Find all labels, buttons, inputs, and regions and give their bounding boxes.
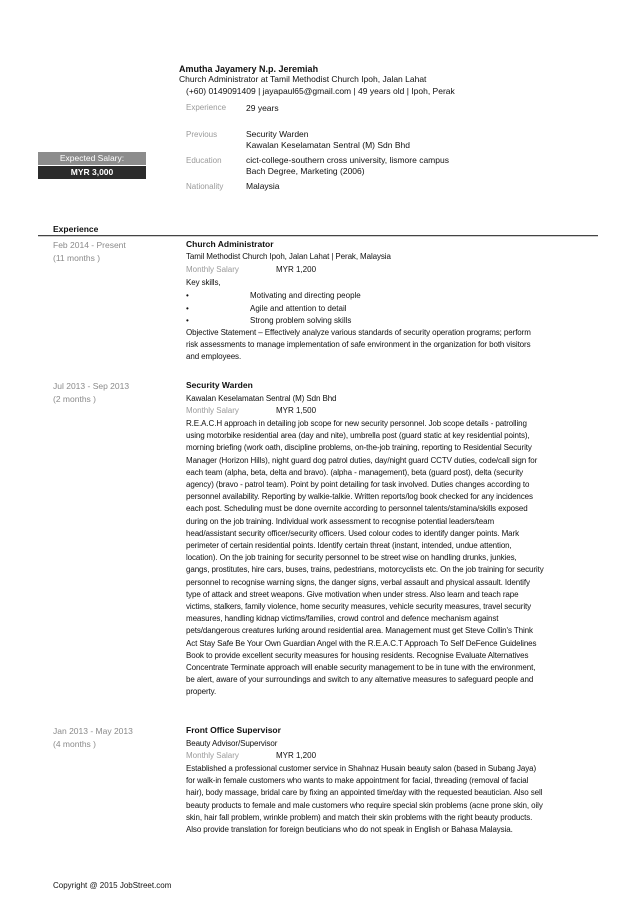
job-3-duration: (4 months ) (53, 739, 96, 749)
job-2-description-line: during on the job training. Individual work assessment to recognise potential leaders/team (186, 516, 495, 526)
job-1-skill-item (186, 303, 347, 315)
summary-label-nationality: Nationality (186, 182, 224, 191)
job-2-description-line: head/assistant security officer/security officers. Used colour codes to identify danger points. Mark (186, 528, 519, 538)
job-1-description-line: risk assessments to manage implementation of safe environment in the organization for both visitors (186, 340, 531, 349)
job-2-description-line: agency) (bravo - patrol team). Point by point detailing for task involved. Duties changes according to (186, 480, 530, 490)
job-2-company: Kawalan Keselamatan Sentral (M) Sdn Bhd (186, 394, 337, 403)
job-1-date: Feb 2014 - Present (53, 240, 126, 250)
job-2-description-line: R.E.A.C.H approach in detailing job scope for new security personnel. Job scope details - patrolling (186, 419, 527, 428)
job-2-description-line: victims, stalkers, family violence, home security measures, vehicle security measures, travel security (186, 602, 532, 612)
job-3-description-line: hair), body massage, bridal care by fixing an appointed time/day with the requested beautician. Also sell (186, 788, 543, 798)
job-3-description (186, 763, 571, 836)
job-1-skill-item (186, 290, 361, 302)
job-3-date: Jan 2013 - May 2013 (53, 726, 133, 736)
job-2-description-line: be alert, aware of your surroundings and switch to any alternative measures to safeguard people and (186, 675, 534, 685)
job-3-description-line: Established a professional customer service in Shahnaz Husain beauty salon (based in Subang Jaya) (186, 764, 537, 773)
job-1-description-line: Objective Statement – Effectively analyze various standards of security operation programs; perform (186, 328, 531, 337)
job-2-description-line: using motorbike residential area (day and nite), umbrella post (guard static at key residential points), (186, 431, 530, 441)
summary-value-education-degree: Bach Degree, Marketing (2006) (246, 166, 365, 176)
job-3-role: Front Office Supervisor (186, 725, 281, 735)
expected-salary-label: Expected Salary: (38, 152, 146, 165)
job-3-company: Beauty Advisor/Supervisor (186, 739, 278, 748)
job-2-description-line: each post. Scheduling must be done overnite according to personnel talents/stamina/skills exposed (186, 504, 528, 514)
summary-label-education: Education (186, 156, 222, 165)
summary-value-nationality: Malaysia (246, 181, 280, 191)
job-1-skill-text: Agile and attention to detail (250, 304, 347, 313)
bullet-mark: • (186, 291, 189, 300)
job-2-description-line: pets/dangerous creatures lurking around residential area. Management must get Steve Collin's Think (186, 626, 533, 636)
job-3-salary-value: MYR 1,200 (276, 751, 317, 760)
section-divider-shadow (38, 236, 598, 237)
job-2-description-line: gangs, prostitutes, hire cars, buses, trains, pedestrians, motorcyclists etc. On the job training for security (186, 565, 544, 575)
job-2-salary-row (186, 406, 316, 415)
job-2-description-line: personnel to recognise warning signs, the danger signs, verbal assault and physical assault. Identify (186, 577, 530, 587)
job-2-salary-value: MYR 1,500 (276, 406, 317, 415)
bullet-mark: • (186, 304, 189, 313)
job-3-salary-row (186, 751, 316, 760)
job-2-description-line: Act Stay Safe Be Your Own Guardian Angel with the R.E.A.C.T Approach To Self DeFence Guidelines (186, 638, 537, 648)
expected-salary-value: MYR 3,000 (38, 166, 146, 179)
job-3-description-line: beauty products to female and male customers who require special skin problems (acne prone skin, oily (186, 800, 543, 810)
job-2-description-line: measures, handling kidnap victims/families, crowd control and defence mechanism against (186, 614, 499, 624)
job-2-description-line: location). On the job training for security personnel to be street wise on handling drunks, junkies, (186, 553, 517, 563)
job-2-date: Jul 2013 - Sep 2013 (53, 381, 130, 391)
job-3-description-line: Also provide translation for foreign beuticians who do not speak in English or Bahasa Malaysia. (186, 825, 513, 835)
summary-label-previous: Previous (186, 130, 218, 139)
job-2-description-line: personnel availability. Reporting by walkie-talkie. Written reports/log book checked for any incidences (186, 492, 533, 502)
job-2-description-line: Concentrate Terminate approach will enable security management to be in tune with the environment, (186, 663, 536, 673)
job-2-description (186, 418, 571, 699)
section-title-experience: Experience (53, 224, 99, 234)
job-1-salary-label: Monthly Salary (186, 265, 239, 274)
job-1-skill-item (186, 315, 351, 327)
job-1-salary-value: MYR 1,200 (276, 265, 317, 274)
job-1-skills-heading: Key skills, (186, 278, 221, 287)
job-2-description-line: Manager (Horizon Hills), night guard dog patrol duties, day/night guard CCTV duties, code/call sign for (186, 455, 538, 465)
contact-line: (+60) 0149091409 | jayapaul65@gmail.com | 49 years old | Ipoh, Perak (186, 86, 455, 96)
summary-value-previous-role: Security Warden (246, 129, 309, 139)
job-2-description-line: perimeter of certain residential points. Identify certain threat (instant, intended, undue attention, (186, 541, 512, 551)
job-2-description-line: property. (186, 687, 217, 697)
job-2-description-line: each team (alpha, beta, delta and bravo). (alpha - management), beta (guard post), delta (security (186, 467, 524, 477)
job-2-description-line: Book to provide excellent security measures for housing residents. Recognise Evaluate Alternatives (186, 650, 529, 660)
summary-value-education-school: cict-college-southern cross university, lismore campus (246, 155, 449, 165)
job-1-skill-text: Strong problem solving skills (250, 316, 352, 325)
bullet-mark: • (186, 316, 189, 325)
job-2-salary-label: Monthly Salary (186, 406, 239, 415)
candidate-name: Amutha Jayamery N.p. Jeremiah (179, 64, 319, 74)
job-2-role: Security Warden (186, 380, 253, 390)
job-3-salary-label: Monthly Salary (186, 751, 239, 760)
job-1-duration: (11 months ) (53, 253, 101, 263)
job-3-description-line: for walk-in female customers who wants to make appointment for facial, threading (removal of facial (186, 776, 529, 786)
summary-value-experience: 29 years (246, 103, 279, 113)
summary-value-previous-company: Kawalan Keselamatan Sentral (M) Sdn Bhd (246, 140, 410, 150)
headline: Church Administrator at Tamil Methodist Church Ipoh, Jalan Lahat (179, 74, 427, 84)
job-1-salary-row (186, 265, 316, 274)
job-1-company: Tamil Methodist Church Ipoh, Jalan Lahat | Perak, Malaysia (186, 252, 391, 261)
job-3-description-line: skin, hair fall problem, wrinkle problem) and match their skin problems with the right beauty products. (186, 812, 533, 822)
job-2-description-line: morning briefing (work oath, discipline problems, on-the-job training, reporting to Residential Security (186, 443, 532, 453)
job-2-duration: (2 months ) (53, 394, 96, 404)
job-1-role: Church Administrator (186, 239, 274, 249)
job-1-skill-text: Motivating and directing people (250, 291, 361, 300)
job-1-description-line: and employees. (186, 352, 242, 361)
job-2-description-line: type of attack and street weapons. Give motivation when under stress. Also learn and teach rape (186, 589, 519, 599)
summary-label-experience: Experience (186, 103, 227, 112)
footer-copyright: Copyright @ 2015 JobStreet.com (53, 881, 172, 890)
